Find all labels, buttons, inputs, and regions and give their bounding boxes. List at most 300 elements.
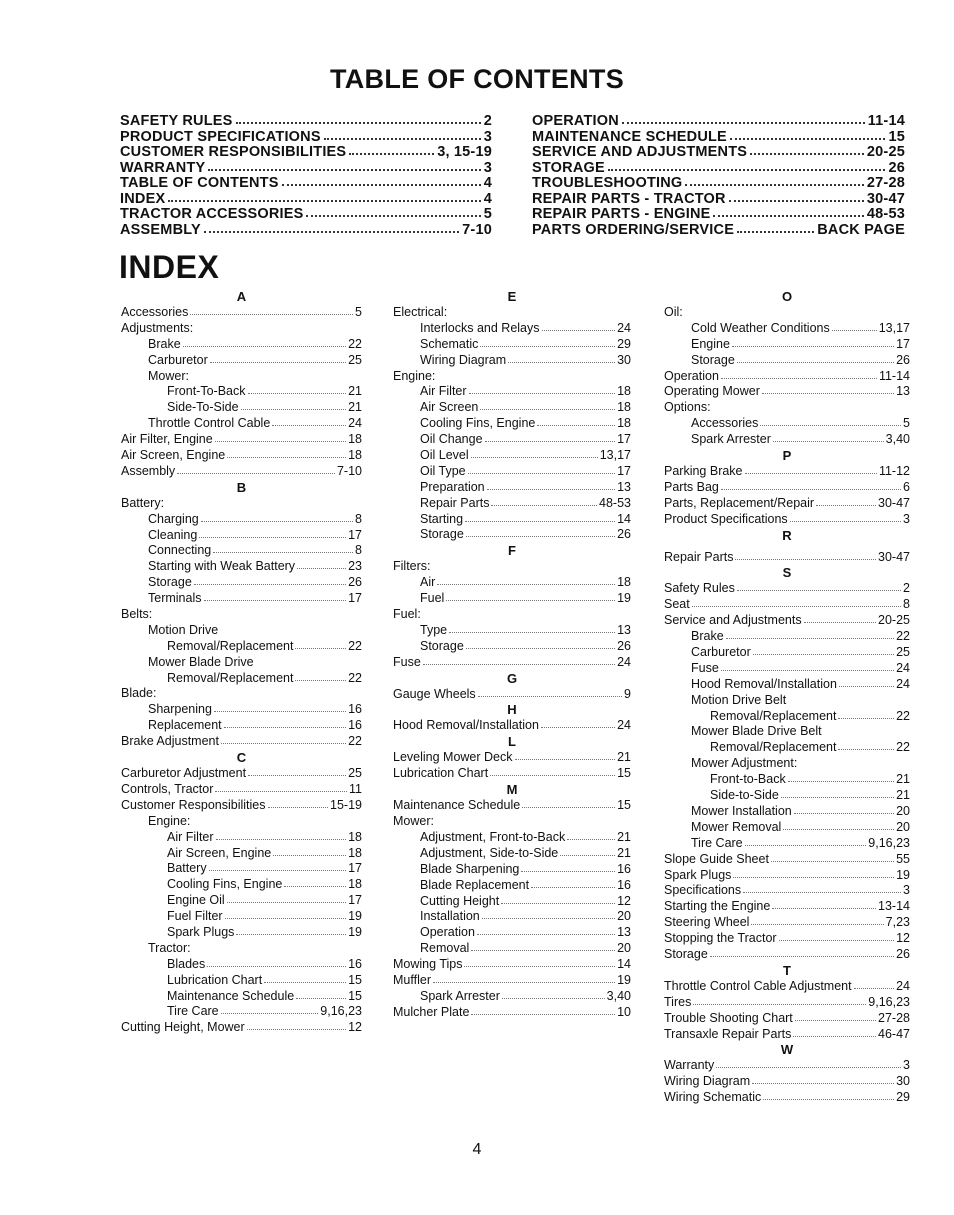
index-entry-label: Fuse (691, 660, 719, 675)
dot-leader (471, 942, 615, 951)
index-entry (393, 878, 631, 894)
index-entry (664, 337, 910, 353)
dot-leader (693, 996, 866, 1005)
dot-leader (763, 1091, 894, 1100)
index-entry-page: 18 (348, 877, 362, 892)
index-entry (664, 321, 910, 337)
index-entry-page: 20 (617, 909, 631, 924)
index-entry-label: Parts, Replacement/Repair (664, 495, 815, 510)
index-entry-label: Engine: (393, 368, 436, 383)
index-entry (121, 989, 362, 1005)
index-entry (664, 581, 910, 597)
dot-leader (721, 370, 877, 379)
index-entry-page: 22 (348, 336, 362, 351)
index-entry-page: 26 (348, 575, 362, 590)
index-entry-page: 8 (355, 543, 362, 558)
index-entry-label: Seat (664, 597, 690, 612)
index-entry (664, 947, 910, 963)
dot-leader (464, 958, 615, 967)
dot-leader (745, 837, 867, 846)
dot-leader (471, 1006, 615, 1015)
index-entry-label: Mower: (148, 368, 189, 383)
index-entry-label: Fuel: (393, 607, 421, 622)
dot-leader (838, 741, 894, 750)
dot-leader (247, 1021, 346, 1030)
index-entry-label: Tire Care (167, 1004, 219, 1019)
index-entry (664, 496, 910, 512)
dot-leader (751, 916, 883, 925)
dot-leader (225, 910, 347, 919)
toc-entry-page: 20-25 (866, 144, 905, 160)
index-entry (664, 979, 910, 995)
index-entry-label: Fuel Filter (167, 909, 223, 924)
index-entry-label: Tire Care (691, 835, 743, 850)
index-entry (393, 416, 631, 432)
dot-leader (433, 974, 615, 983)
index-entry (121, 973, 362, 989)
toc-right-column (532, 114, 905, 238)
index-entry (664, 995, 910, 1011)
index-entry-page: 13,17 (599, 448, 631, 463)
dot-leader (213, 544, 353, 553)
index-entry (664, 915, 910, 931)
index-entry-label: Air Filter, Engine (121, 432, 213, 447)
toc-entry (120, 161, 492, 177)
toc-entry-page: 48-53 (866, 206, 905, 222)
toc-entry-page: 4 (483, 190, 492, 207)
toc-entry (532, 223, 905, 239)
toc-entry-label: TABLE OF CONTENTS (120, 175, 279, 191)
dot-leader (210, 354, 346, 363)
index-entry (121, 814, 362, 830)
index-entry-page: 27-28 (878, 1010, 910, 1025)
index-entry-page: 30-47 (878, 495, 910, 510)
index-entry (393, 432, 631, 448)
toc-entry (532, 145, 905, 161)
toc-entry-page: 7-10 (462, 221, 492, 238)
index-entry (121, 734, 362, 750)
toc-entry-label: PRODUCT SPECIFICATIONS (120, 128, 321, 145)
index-entry-label: Air (420, 575, 436, 590)
index-entry-label: Cooling Fins, Engine (167, 877, 283, 892)
index-entry (393, 496, 631, 512)
index-entry-page: 9,16,23 (868, 835, 910, 850)
index-entry-page: 5 (355, 305, 362, 319)
index-entry-label: Hood Removal/Installation (393, 718, 539, 733)
index-entry-label: Operation (420, 925, 475, 940)
index-letter-heading: P (782, 448, 792, 464)
toc-entry (532, 130, 905, 146)
index-entry-label: Product Specifications (664, 511, 788, 526)
dot-leader (466, 640, 615, 649)
index-entry-label: Oil Type (420, 463, 466, 478)
index-entry-label: Preparation (420, 479, 485, 494)
index-entry (664, 305, 910, 321)
dot-leader (204, 222, 459, 233)
index-entry-label: Side-To-Side (167, 400, 239, 415)
dot-leader (737, 222, 814, 233)
index-entry (393, 575, 631, 591)
dot-leader (449, 624, 615, 633)
index-entry-label: Brake Adjustment (121, 734, 219, 749)
index-entry-label: Replacement (148, 718, 222, 733)
index-entry-page: 17 (348, 861, 362, 876)
index-entry (664, 852, 910, 868)
dot-leader (522, 799, 615, 808)
toc-entry-label: STORAGE (532, 159, 605, 176)
dot-leader (783, 821, 894, 830)
toc-entry-label: CUSTOMER RESPONSIBILITIES (120, 144, 347, 160)
index-entry (121, 639, 362, 655)
index-entry-page: 30 (896, 1074, 910, 1089)
dot-leader (272, 417, 346, 426)
index-entry-page: 22 (896, 708, 910, 723)
index-entry (121, 369, 362, 385)
index-entry-label: Storage (420, 638, 464, 653)
dot-leader (730, 129, 886, 140)
index-entry-label: Cold Weather Conditions (691, 320, 830, 335)
dot-leader (567, 831, 615, 840)
index-entry (121, 830, 362, 846)
index-entry-page: 48-53 (599, 495, 631, 510)
toc-entry-page: BACK PAGE (817, 221, 905, 238)
index-entry-page: 3 (903, 1058, 910, 1073)
dot-leader (480, 338, 615, 347)
index-entry-page: 19 (617, 972, 631, 987)
dot-leader (437, 576, 615, 585)
index-entry-label: Air Screen (420, 400, 479, 415)
dot-leader (215, 783, 347, 792)
index-entry-label: Mowing Tips (393, 957, 463, 972)
index-entry-label: Operating Mower (664, 384, 760, 399)
index-entry (121, 305, 362, 321)
index-entry-label: Terminals (148, 591, 202, 606)
index-entry-page: 16 (348, 702, 362, 717)
index-entry (664, 645, 910, 661)
index-entry (664, 709, 910, 725)
toc-entry (532, 176, 905, 192)
dot-leader (466, 528, 615, 537)
index-entry (393, 464, 631, 480)
index-entry (121, 337, 362, 353)
index-entry (121, 798, 362, 814)
toc-entry-page: 3 (483, 159, 492, 176)
index-entry (664, 868, 910, 884)
dot-leader (560, 847, 615, 856)
index-entry-label: Belts: (121, 607, 153, 622)
dot-leader (531, 879, 615, 888)
toc-entry-label: MAINTENANCE SCHEDULE (532, 128, 727, 145)
dot-leader (469, 385, 616, 394)
dot-leader (726, 630, 894, 639)
index-entry (393, 766, 631, 782)
index-entry-label: Brake (148, 336, 181, 351)
index-entry-label: Motion Drive (148, 622, 219, 637)
dot-leader (478, 688, 622, 697)
index-entry-label: Repair Parts (664, 549, 734, 564)
index-entry (664, 820, 910, 836)
index-entry-label: Customer Responsibilities (121, 797, 266, 812)
index-entry (664, 432, 910, 448)
dot-leader (236, 113, 481, 124)
dot-leader (273, 847, 346, 856)
index-entry-label: Hood Removal/Installation (691, 676, 837, 691)
index-entry (664, 788, 910, 804)
index-entry-page: 17 (348, 591, 362, 606)
index-entry-page: 12 (348, 1020, 362, 1035)
index-entry-label: Mower Blade Drive (148, 654, 254, 669)
dot-leader (487, 481, 615, 490)
index-entry-label: Air Filter (167, 829, 214, 844)
index-entry-page: 18 (617, 416, 631, 431)
dot-leader (794, 805, 894, 814)
dot-leader (201, 513, 353, 522)
index-entry-label: Filters: (393, 559, 431, 574)
index-entry-label: Repair Parts (420, 495, 490, 510)
dot-leader (721, 662, 894, 671)
index-entry-label: Side-to-Side (710, 788, 779, 803)
index-entry-label: Leveling Mower Deck (393, 750, 513, 765)
index-entry (664, 772, 910, 788)
index-entry-page: 3 (903, 511, 910, 526)
index-entry-label: Front-to-Back (710, 772, 786, 787)
index-entry (664, 661, 910, 677)
index-entry (664, 400, 910, 416)
index-entry-page: 24 (617, 718, 631, 733)
index-entry-page: 19 (617, 591, 631, 606)
index-entry-page: 14 (617, 957, 631, 972)
index-entry-label: Electrical: (393, 305, 448, 319)
index-entry-page: 19 (348, 924, 362, 939)
index-entry-label: Schematic (420, 336, 479, 351)
index-entry (393, 480, 631, 496)
dot-leader (248, 385, 347, 394)
dot-leader (762, 385, 894, 394)
dot-leader (491, 497, 597, 506)
index-entry-label: Carburetor Adjustment (121, 766, 247, 781)
index-entry (121, 718, 362, 734)
index-entry-page: 13,17 (878, 320, 910, 335)
index-entry-page: 26 (617, 638, 631, 653)
index-entry (393, 862, 631, 878)
index-entry (121, 941, 362, 957)
index-entry-page: 26 (617, 527, 631, 542)
dot-leader (324, 129, 481, 140)
index-entry-page: 12 (896, 931, 910, 946)
index-entry-label: Cutting Height (420, 893, 500, 908)
dot-leader (221, 1005, 319, 1014)
index-entry (121, 384, 362, 400)
index-entry-page: 18 (617, 575, 631, 590)
index-entry-label: Carburetor (691, 645, 751, 660)
dot-leader (622, 113, 865, 124)
index-entry (664, 931, 910, 947)
index-letter-heading: T (783, 962, 791, 978)
dot-leader (795, 1012, 876, 1021)
index-entry-page: 7-10 (336, 463, 362, 478)
index-entry-label: Fuel (420, 591, 445, 606)
dot-leader (227, 449, 346, 458)
dot-leader (468, 465, 615, 474)
index-entry (664, 1058, 910, 1074)
index-entry (393, 384, 631, 400)
index-entry-page: 21 (348, 400, 362, 415)
dot-leader (685, 175, 863, 186)
index-letter-heading: R (782, 527, 792, 543)
index-entry-page: 21 (896, 772, 910, 787)
index-entry-page: 3,40 (606, 988, 631, 1003)
dot-leader (721, 481, 901, 490)
index-letter-heading: H (507, 702, 517, 718)
toc-entry-label: SAFETY RULES (120, 113, 233, 129)
index-entry-page: 21 (348, 384, 362, 399)
index-entry (393, 400, 631, 416)
index-entry-label: Operation (664, 368, 719, 383)
index-entry-label: Controls, Tractor (121, 781, 214, 796)
toc-entry-page: 3, 15-19 (437, 144, 492, 160)
index-entry-label: Removal/Replacement (167, 638, 294, 653)
index-entry-page: 21 (896, 788, 910, 803)
index-entry-page: 17 (617, 432, 631, 447)
toc-entry-label: OPERATION (532, 113, 619, 129)
index-entry-page: 6 (903, 479, 910, 494)
index-entry-label: Adjustment, Front-to-Back (420, 829, 566, 844)
index-entry (393, 591, 631, 607)
dot-leader (793, 1028, 876, 1037)
index-entry-label: Tractor: (148, 940, 191, 955)
index-entry-label: Blade Sharpening (420, 861, 520, 876)
index-entry-page: 24 (896, 676, 910, 691)
dot-leader (248, 767, 346, 776)
index-entry-page: 30-47 (878, 549, 910, 564)
toc-entry-label: TROUBLESHOOTING (532, 175, 683, 191)
index-entry (121, 766, 362, 782)
dot-leader (264, 974, 346, 983)
index-entry (121, 655, 362, 671)
index-entry-page: 20 (896, 803, 910, 818)
dot-leader (284, 878, 346, 887)
index-entry (393, 989, 631, 1005)
index-letter-heading: L (508, 734, 516, 750)
toc-entry-page: 30-47 (866, 190, 905, 207)
index-entry-page: 9,16,23 (868, 994, 910, 1009)
index-entry (121, 353, 362, 369)
index-entry-label: Battery (167, 861, 207, 876)
index-entry-label: Storage (148, 575, 192, 590)
index-entry-page: 20 (896, 819, 910, 834)
toc-entry-label: SERVICE AND ADJUSTMENTS (532, 144, 748, 160)
dot-leader (732, 338, 894, 347)
index-entry-label: Mower Installation (691, 803, 792, 818)
index-entry-page: 13 (617, 622, 631, 637)
index-entry-label: Parts Bag (664, 479, 719, 494)
index-entry-label: Carburetor (148, 352, 208, 367)
toc-entry (120, 192, 492, 208)
index-entry-label: Oil: (664, 305, 683, 319)
index-entry-label: Trouble Shooting Chart (664, 1010, 793, 1025)
index-entry-label: Spark Plugs (664, 867, 732, 882)
index-letter-heading: O (781, 289, 793, 304)
dot-leader (541, 719, 615, 728)
dot-leader (772, 900, 876, 909)
dot-leader (729, 191, 864, 202)
index-entry (664, 597, 910, 613)
toc-entry-page: 26 (888, 159, 905, 176)
index-entry-page: 18 (348, 829, 362, 844)
dot-leader (446, 592, 615, 601)
index-entry (393, 559, 631, 575)
dot-leader (224, 719, 346, 728)
index-entry-page: 22 (348, 670, 362, 685)
index-entry-label: Fuse (393, 654, 421, 669)
index-entry (393, 353, 631, 369)
index-entry-label: Engine: (148, 813, 191, 828)
index-entry-page: 25 (348, 766, 362, 781)
index-entry (664, 1090, 910, 1106)
index-entry-page: 15 (617, 766, 631, 781)
index-entry (121, 448, 362, 464)
index-letter-heading: C (236, 750, 247, 766)
dot-leader (733, 869, 894, 878)
dot-leader (183, 338, 346, 347)
dot-leader (349, 144, 434, 155)
index-entry-page: 24 (896, 978, 910, 993)
toc-entry-page: 11-14 (867, 113, 905, 129)
index-entry-label: Brake (691, 629, 724, 644)
dot-leader (515, 751, 616, 760)
dot-leader (282, 175, 481, 186)
index-entry (664, 693, 910, 709)
dot-leader (480, 401, 615, 410)
index-entry (664, 480, 910, 496)
index-entry-page: 15 (348, 988, 362, 1003)
index-entry-label: Starting the Engine (664, 899, 771, 914)
index-entry-page: 2 (903, 581, 910, 596)
index-entry (121, 925, 362, 941)
dot-leader (168, 191, 480, 202)
toc-entry (532, 192, 905, 208)
toc-entry (532, 114, 905, 130)
index-entry (664, 512, 910, 528)
index-entry-page: 16 (617, 877, 631, 892)
index-entry (121, 575, 362, 591)
index-entry (393, 718, 631, 734)
index-entry-label: Gauge Wheels (393, 686, 476, 701)
toc-entry (120, 207, 492, 223)
index-entry-page: 20-25 (878, 613, 910, 628)
toc-entry-page: 27-28 (866, 175, 905, 191)
index-entry-page: 46-47 (878, 1026, 910, 1041)
index-entry-page: 18 (617, 400, 631, 415)
index-entry-label: Interlocks and Relays (420, 320, 540, 335)
index-entry-page: 26 (896, 946, 910, 961)
index-entry-page: 14 (617, 511, 631, 526)
index-entry-page: 13-14 (878, 899, 910, 914)
dot-leader (296, 990, 346, 999)
dot-leader (508, 354, 615, 363)
index-entry-page: 18 (348, 845, 362, 860)
index-entry (664, 416, 910, 432)
index-entry (121, 877, 362, 893)
dot-leader (537, 417, 615, 426)
toc-entry-label: INDEX (120, 190, 166, 207)
index-entry (121, 400, 362, 416)
index-entry-label: Engine Oil (167, 893, 225, 908)
index-letter-heading: G (506, 670, 518, 686)
dot-leader (816, 497, 876, 506)
index-column-2 (393, 289, 631, 1021)
index-entry-page: 9,16,23 (320, 1004, 362, 1019)
